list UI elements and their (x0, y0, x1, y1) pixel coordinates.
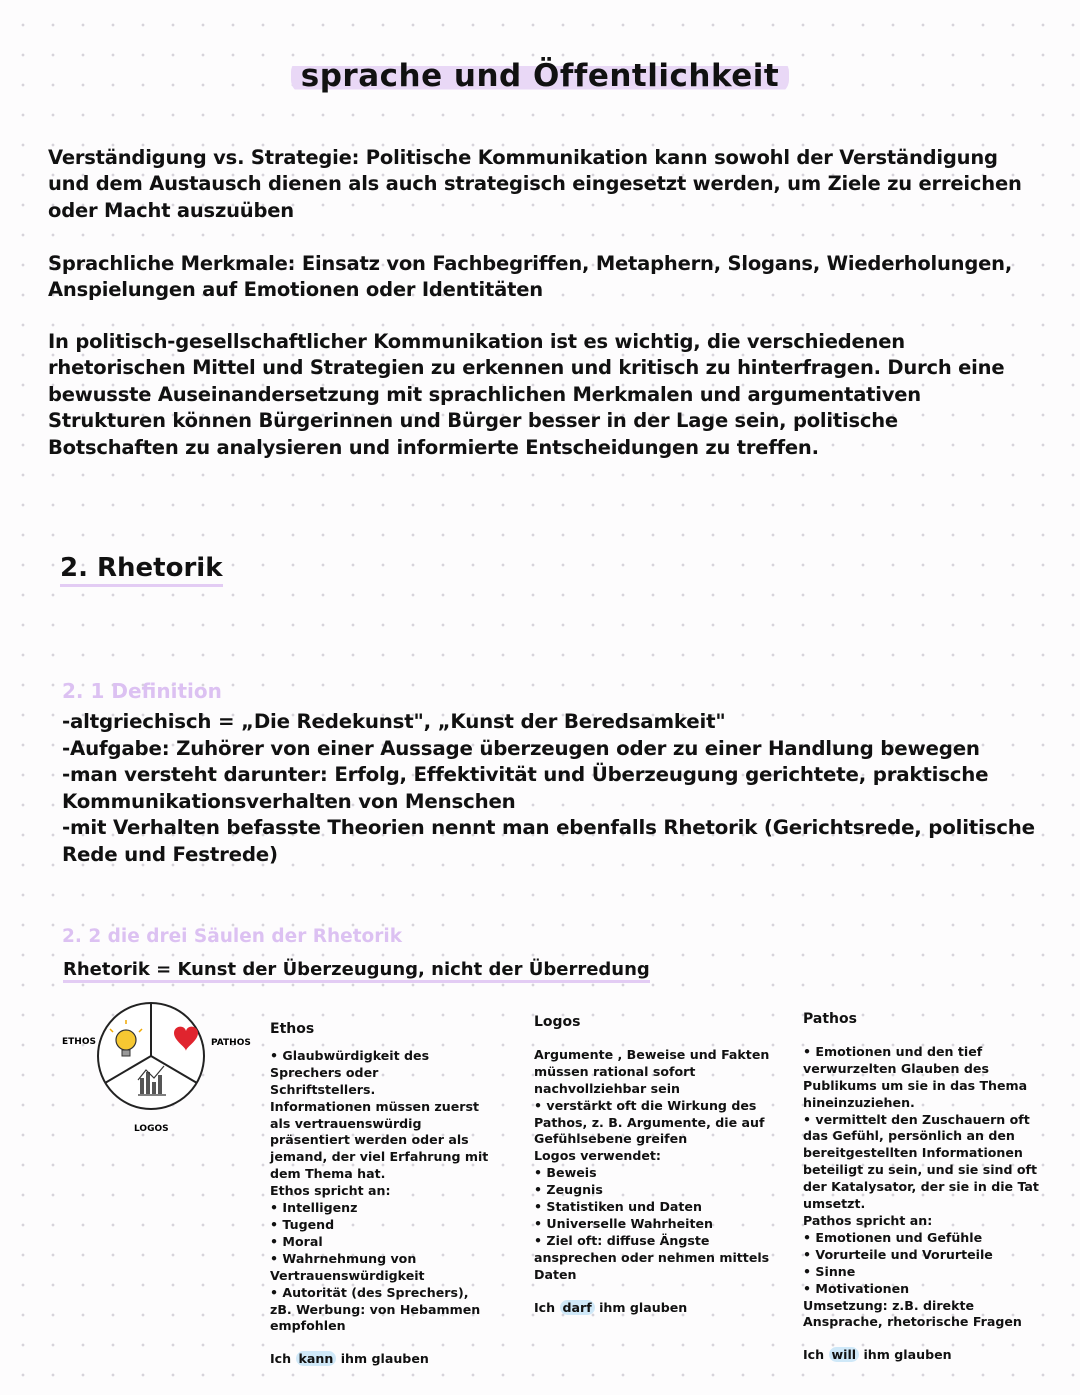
ethos-column: Ethos • Glaubwürdigkeit des Sprechers oder Schriftstellers. Informationen müssen zuerst als vertrauenswürdig präsentiert werden oder als jemand, der viel Erfahrung mit dem Thema hat. Ethos spricht an: • Intelligenz • Tugend • Moral • Wahrnehmung von Vertrauenswürdigkeit • Autorität (des Sprechers), zB. Werbung: von Hebammen empfohlen Ich kann ihm glauben (270, 1021, 510, 1368)
ethos-heading: Ethos (270, 1021, 315, 1037)
logos-column: Logos Argumente , Beweise und Fakten müssen rational sofort nachvollziehbar sein • verstärkt oft die Wirkung des Pathos, z. B. Argumente, die auf Gefühlsebene greifen Logos verwendet: • Beweis • Zeugnis • Statistiken und Daten • Universelle Wahrheiten • Ziel oft: diffuse Ängste ansprechen oder nehmen mittels Daten Ich darf ihm glauben (534, 1014, 784, 1317)
pillars-subtitle: Rhetorik = Kunst der Überzeugung, nicht der Überredung (63, 959, 650, 980)
definition-heading: 2. 1 Definition (62, 679, 222, 703)
logos-label: LOGOS (134, 1124, 169, 1134)
section-heading-rhetorik: 2. Rhetorik (60, 553, 223, 583)
pathos-quote: Ich will ihm glauben (803, 1347, 952, 1363)
paragraph-verstaendigung: Verständigung vs. Strategie: Politische Kommunikation kann sowohl der Verständigung und dem Austausch dienen als auch strategisch eingesetzt werden, um Ziele zu erreichen oder Macht auszuüben (48, 146, 1022, 222)
paragraph-merkmale: Sprachliche Merkmale: Einsatz von Fachbegriffen, Metaphern, Slogans, Wiederholungen, Anspielungen auf Emotionen oder Identitäten (48, 252, 1013, 302)
logos-quote: Ich darf ihm glauben (534, 1299, 688, 1315)
pathos-column: Pathos • Emotionen und den tief verwurzelten Glauben des Publikums um sie in das Thema hineinzuziehen. • vermittelt den Zuschauern oft das Gefühl, persönlich an den bereitgestellten Informationen beteiligt zu sein, und sie sind oft der Katalysator, der sie in die Tat umsetzt. Pathos spricht an: • Emotionen und Gefühle • Vorurteile und Vorurteile • Sinne • Motivationen Umsetzung: z.B. direkte Ansprache, rhetorische Fragen Ich will ihm glauben (803, 1011, 1053, 1364)
pathos-heading: Pathos (803, 1011, 857, 1027)
ethos-label: ETHOS (62, 1037, 96, 1047)
ethos-quote: Ich kann ihm glauben (270, 1351, 429, 1367)
logos-heading: Logos (534, 1014, 581, 1030)
definition-list: -altgriechisch = „Die Redekunst", „Kunst der Beredsamkeit" -Aufgabe: Zuhörer von einer Aussage überzeugen oder zu einer Handlung bewegen -man versteht darunter: Erfolg, Effektivität und Überzeugung gerichtete, praktische Kommunikationsverhalten von Menschen -mit Verhalten befasste Theorien nennt man ebenfalls Rhetorik (Gerichtsrede, politische Rede und Festrede) (62, 710, 1035, 866)
three-pillars-diagram (58, 1000, 258, 1140)
page-title: sprache und Öffentlichkeit (0, 58, 1080, 94)
paragraph-kommunikation: In politisch-gesellschaftlicher Kommunikation ist es wichtig, die verschiedenen rhetorischen Mittel und Strategien zu erkennen und kritisch zu hinterfragen. Durch eine bewusste Auseinandersetzung mit sprachlichen Merkmalen und argumentativen Strukturen können Bürgerinnen und Bürger besser in der Lage sein, politische Botschaften zu analysieren und informierte Entscheidungen zu treffen. (48, 330, 1005, 459)
pathos-label: PATHOS (211, 1038, 251, 1048)
pillars-heading: 2. 2 die drei Säulen der Rhetorik (62, 926, 403, 947)
